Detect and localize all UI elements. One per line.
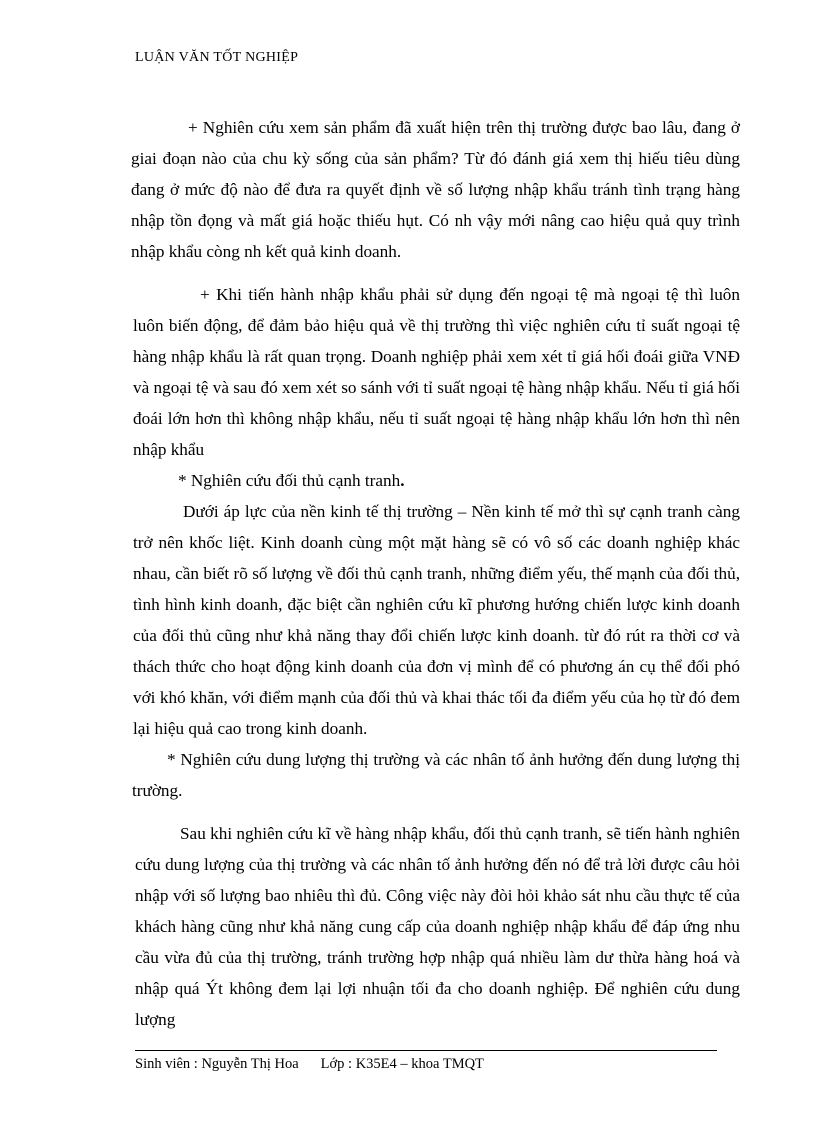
paragraph-product-lifecycle: + Nghiên cứu xem sản phẩm đã xuất hiện trên thị trường được bao lâu, đang ở giai đoạn nào của chu kỳ sống của sản phẩm? Từ đó đánh giá xem thị hiếu tiêu dùng đang ở mức độ nào để đưa ra quyết định về số lượng nhập khẩu tránh tình trạng hàng nhập tồn đọng và mất giá hoặc thiếu hụt. Có nh vậy mới nâng cao hiệu quả quy trình nhập khẩu còng nh kết quả kinh doanh. <box>131 118 740 261</box>
heading-competitor-period: . <box>400 471 405 490</box>
footer-class: Lớp : K35E4 – khoa TMQT <box>320 1056 484 1072</box>
heading-competitor-text: * Nghiên cứu đối thủ cạnh tranh <box>178 471 401 490</box>
footer-divider <box>135 1050 717 1051</box>
footer-student: Sinh viên : Nguyễn Thị Hoa <box>135 1056 299 1072</box>
paragraph-market-capacity: Sau khi nghiên cứu kĩ về hàng nhập khẩu, đối thủ cạnh tranh, sẽ tiến hành nghiên cứu dung lượng của thị trường và các nhân tố ảnh hưởng đến nó để trả lời được câu hỏi nhập với số lượng bao nhiêu thì đủ. Công việc này đòi hỏi khảo sát nhu cầu thực tế của khách hàng cũng như khả năng cung cấp của doanh nghiệp nhập khẩu để đáp ứng nhu cầu vừa đủ của thị trường, tránh trường hợp nhập quá nhiều làm dư thừa hàng hoá và nhập quá Ýt không đem lại lợi nhuận tối đa cho doanh nghiệp. Để nghiên cứu dung lượng <box>135 824 740 1029</box>
paragraph-competitor: Dưới áp lực của nền kinh tế thị trường – Nền kinh tế mở thì sự cạnh tranh càng trở nên khốc liệt. Kinh doanh cùng một mặt hàng sẽ có vô số các doanh nghiệp khác nhau, cần biết rõ số lượng về đối thủ cạnh tranh, những điểm yếu, thế mạnh của đối thủ, tình hình kinh doanh, đặc biệt cần nghiên cứu kĩ phương hướng chiến lược kinh doanh của đối thủ cũng như khả năng thay đổi chiến lược kinh doanh. từ đó rút ra thời cơ và thách thức cho hoạt động kinh doanh của đơn vị mình để có phương án cụ thể đối phó với khó khăn, với điểm mạnh của đối thủ và khai thác tối đa điểm yếu của họ từ đó đem lại hiệu quả cao trong kinh doanh. <box>133 502 740 738</box>
page-footer <box>135 1056 484 1073</box>
heading-market-capacity: * Nghiên cứu dung lượng thị trường và các nhân tố ảnh hưởng đến dung lượng thị trường. <box>132 750 740 800</box>
paragraph-exchange-rate: + Khi tiến hành nhập khẩu phải sử dụng đến ngoại tệ mà ngoại tệ thì luôn luôn biến động, để đảm bảo hiệu quả về thị trường thì việc nghiên cứu tỉ suất ngoại tệ hàng nhập khẩu là rất quan trọng. Doanh nghiệp phải xem xét tỉ giá hối đoái giữa VNĐ và ngoại tệ và sau đó xem xét so sánh với tỉ suất ngoại tệ hàng nhập khẩu. Nếu tỉ giá hối đoái lớn hơn thì không nhập khẩu, nếu tỉ suất ngoại tệ hàng nhập khẩu lớn hơn thì nên nhập khẩu <box>133 285 740 459</box>
heading-competitor-research <box>135 465 740 496</box>
document-body <box>131 112 740 1035</box>
running-header: LUẬN VĂN TỐT NGHIỆP <box>135 50 299 65</box>
